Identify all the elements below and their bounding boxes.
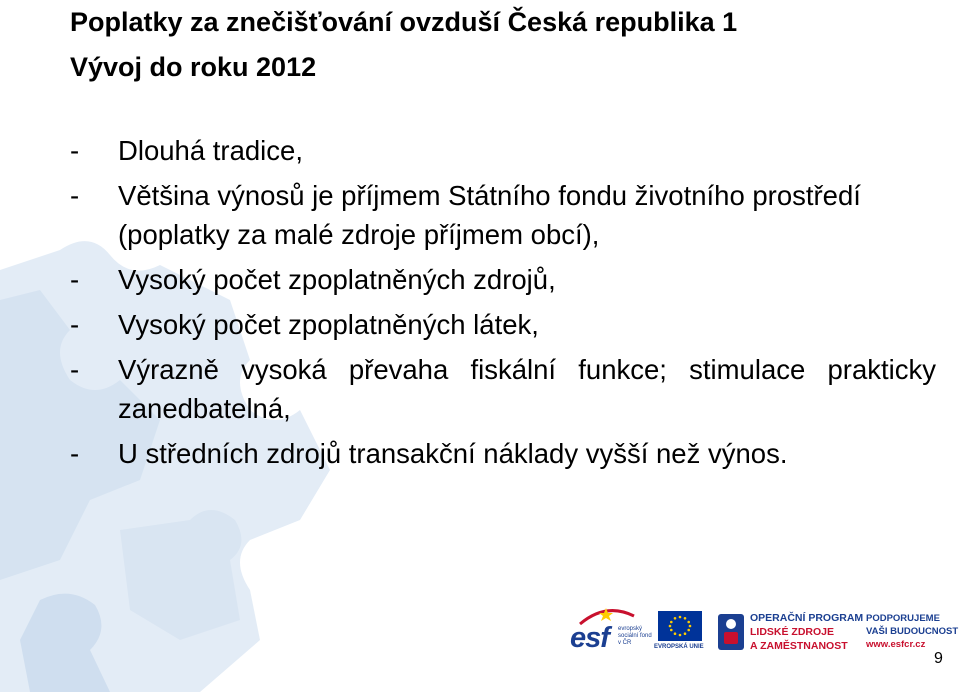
eu-label: EVROPSKÁ UNIE: [654, 644, 704, 650]
bullet-item: [70, 131, 936, 170]
bullet-text: Vysoký počet zpoplatněných látek,: [118, 309, 539, 340]
bullet-list: [70, 131, 936, 479]
esf-wordmark: esf: [570, 622, 609, 654]
bullet-item: [70, 434, 936, 473]
eu-flag-icon: [658, 611, 702, 641]
bullet-dash: -: [70, 354, 80, 385]
support-text: [866, 612, 958, 651]
support-line-1: PODPORUJEME: [866, 613, 940, 624]
bullet-text: Většina výnosů je příjmem Státního fondu životního prostředí (poplatky za malé zdroje příjmem obcí),: [118, 180, 861, 250]
title-line-2: Vývoj do roku 2012: [70, 52, 317, 82]
bullet-dash: -: [70, 438, 80, 469]
bullet-dash: -: [70, 135, 80, 166]
slide-title: [70, 0, 737, 90]
support-line-2: VAŠI BUDOUCNOST: [866, 626, 959, 637]
op-line-3: A ZAMĚSTNANOST: [750, 640, 848, 652]
op-line-1: OPERAČNÍ PROGRAM: [750, 612, 864, 624]
bullet-text: U středních zdrojů transakční náklady vyšší než výnos.: [118, 438, 788, 469]
bullet-item: [70, 305, 936, 344]
title-line-1: Poplatky za znečišťování ovzduší Česká republika 1: [70, 7, 738, 37]
bullet-text: Vysoký počet zpoplatněných zdrojů,: [118, 264, 556, 295]
op-program-text: [750, 611, 863, 653]
footer-logo-strip: [568, 606, 960, 660]
op-line-2: LIDSKÉ ZDROJE: [750, 626, 835, 638]
bullet-text: Výrazně vysoká převaha fiskální funkce; stimulace prakticky zanedbatelná,: [118, 354, 936, 424]
support-url: www.esfcr.cz: [866, 639, 926, 650]
bullet-text: Dlouhá tradice,: [118, 135, 303, 166]
esf-caption: evropský sociální fond v ČR: [618, 626, 652, 646]
bullet-dash: -: [70, 309, 80, 340]
bullet-item: [70, 260, 936, 299]
op-lzz-logo-icon: [716, 610, 746, 654]
bullet-item: [70, 350, 936, 428]
page-number: 9: [934, 650, 943, 667]
bullet-item: [70, 176, 936, 254]
esf-logo: [568, 606, 652, 660]
bullet-dash: -: [70, 264, 80, 295]
bullet-dash: -: [70, 180, 80, 211]
